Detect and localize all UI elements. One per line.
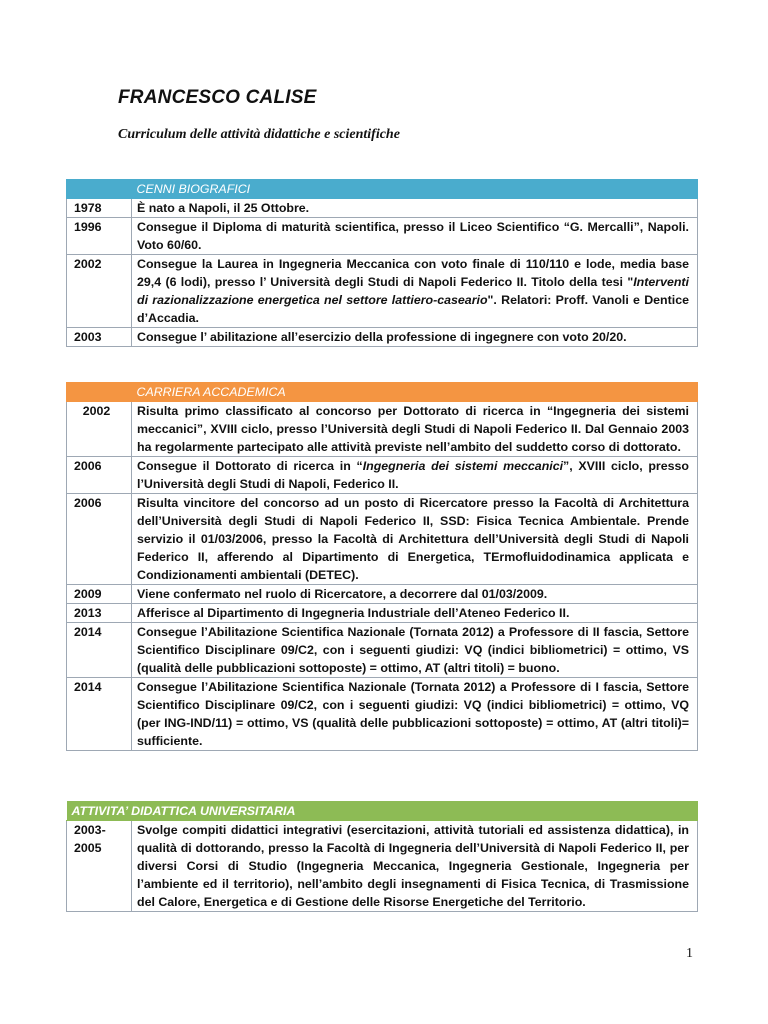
- phd-title: Ingegneria dei sistemi meccanici: [362, 459, 564, 473]
- row-text: Consegue l’Abilitazione Scientifica Nazionale (Tornata 2012) a Professore di II fascia, Settore Scientifico Disciplinare 09/C2, con i seguenti giudizi: VQ (indici bibliometrici) = ottimo, VS (qualità delle pubblicazioni sottoposte) = ottimo, AT (altri titoli) = buono.: [132, 623, 698, 678]
- row-text: Consegue il Diploma di maturità scientifica, presso il Liceo Scientifico “G. Mercalli”, Napoli. Voto 60/60.: [132, 218, 698, 255]
- page-number: 1: [686, 946, 693, 961]
- row-year: 2003: [67, 328, 132, 347]
- table-row: [67, 494, 698, 585]
- teaching-table: [66, 801, 698, 912]
- row-text: Svolge compiti didattici integrativi (esercitazioni, attività tutoriali ed assistenza didattica), in qualità di dottorando, presso la Facoltà di Ingegneria dell’Università di Napoli Federico II, per diversi Corsi di Studio (Ingegneria Meccanica, Ingegneria Gestionale, Ingegneria per l’ambiente ed il territorio), nell’ambito degli insegnamenti di Fisica Tecnica, di Trasmissione del Calore, Energetica e di Gestione delle Risorse Energetiche del Territorio.: [132, 821, 698, 912]
- row-year: 2013: [67, 604, 132, 623]
- table-row: [67, 623, 698, 678]
- row-text: Afferisce al Dipartimento di Ingegneria Industriale dell’Ateneo Federico II.: [132, 604, 698, 623]
- row-year: 2003- 2005: [67, 821, 132, 912]
- biography-header: [67, 180, 698, 199]
- table-row: [67, 402, 698, 457]
- author-name: FRANCESCO CALISE: [118, 87, 317, 108]
- teaching-header: [67, 802, 698, 821]
- row-year: 2009: [67, 585, 132, 604]
- table-row: [67, 218, 698, 255]
- row-text-part: ”, XVIII ciclo, presso l’Università degli Studi di Napoli, Federico II.: [137, 459, 690, 491]
- row-text-part: Consegue il Dottorato di ricerca in “: [137, 459, 363, 473]
- row-year: 2002: [67, 255, 132, 328]
- row-year: 2014: [67, 678, 132, 751]
- row-year: 2014: [67, 623, 132, 678]
- row-text-part: Consegue la Laurea in Ingegneria Meccanica con voto finale di 110/110 e lode, media base 29,4 (6 lodi), presso l’ Università degli Studi di Napoli Federico II. Titolo della tesi ": [137, 257, 689, 289]
- career-table: [66, 382, 698, 751]
- table-row: [67, 585, 698, 604]
- row-text: [132, 255, 698, 328]
- career-header: [67, 383, 698, 402]
- table-row: [67, 457, 698, 494]
- table-row: [67, 199, 698, 218]
- table-row: [67, 821, 698, 912]
- table-row: [67, 604, 698, 623]
- biography-title: CENNI BIOGRAFICI: [132, 180, 698, 199]
- row-year: 1978: [67, 199, 132, 218]
- table-row: [67, 328, 698, 347]
- document-subtitle: Curriculum delle attività didattiche e scientifiche: [118, 127, 400, 142]
- row-text: [132, 457, 698, 494]
- career-title: CARRIERA ACCADEMICA: [132, 383, 698, 402]
- row-year: 2002: [67, 402, 132, 457]
- row-text: È nato a Napoli, il 25 Ottobre.: [132, 199, 698, 218]
- table-row: [67, 678, 698, 751]
- row-text: Consegue l’Abilitazione Scientifica Nazionale (Tornata 2012) a Professore di I fascia, Settore Scientifico Disciplinare 09/C2, con i seguenti giudizi: VQ (indici bibliometrici) = ottimo, VQ (per ING-IND/11) = ottimo, VS (qualità delle pubblicazioni sottoposte) = ottimo, AT (altri titoli)= sufficiente.: [132, 678, 698, 751]
- row-text: Risulta vincitore del concorso ad un posto di Ricercatore presso la Facoltà di Architettura dell’Università degli Studi di Napoli Federico II, SSD: Fisica Tecnica Ambientale. Prende servizio il 01/03/2006, presso la Facoltà di Architettura dell’Università degli Studi di Napoli Federico II, afferendo al Dipartimento di Energetica, TErmofluidodinamica applicata e Condizionamenti ambientali (DETEC).: [132, 494, 698, 585]
- row-text: Viene confermato nel ruolo di Ricercatore, a decorrere dal 01/03/2009.: [132, 585, 698, 604]
- teaching-title: ATTIVITA’ DIDATTICA UNIVERSITARIA: [67, 802, 698, 821]
- thesis-title: Interventi di razionalizzazione energetica nel settore lattiero-caseario: [137, 275, 689, 307]
- row-year: 1996: [67, 218, 132, 255]
- row-text: Consegue l’ abilitazione all’esercizio della professione di ingegnere con voto 20/20.: [132, 328, 698, 347]
- row-text: Risulta primo classificato al concorso per Dottorato di ricerca in “Ingegneria dei sistemi meccanici”, XVIII ciclo, presso l’Università degli Studi di Napoli Federico II. Dal Gennaio 2003 ha regolarmente partecipato alle attività previste nell’ambito del suddetto corso di dottorato.: [132, 402, 698, 457]
- row-year: 2006: [67, 494, 132, 585]
- row-year: 2006: [67, 457, 132, 494]
- row-text-part: ". Relatori: Proff. Vanoli e Dentice d’Accadia.: [137, 293, 689, 325]
- biography-table: [66, 179, 698, 347]
- table-row: [67, 255, 698, 328]
